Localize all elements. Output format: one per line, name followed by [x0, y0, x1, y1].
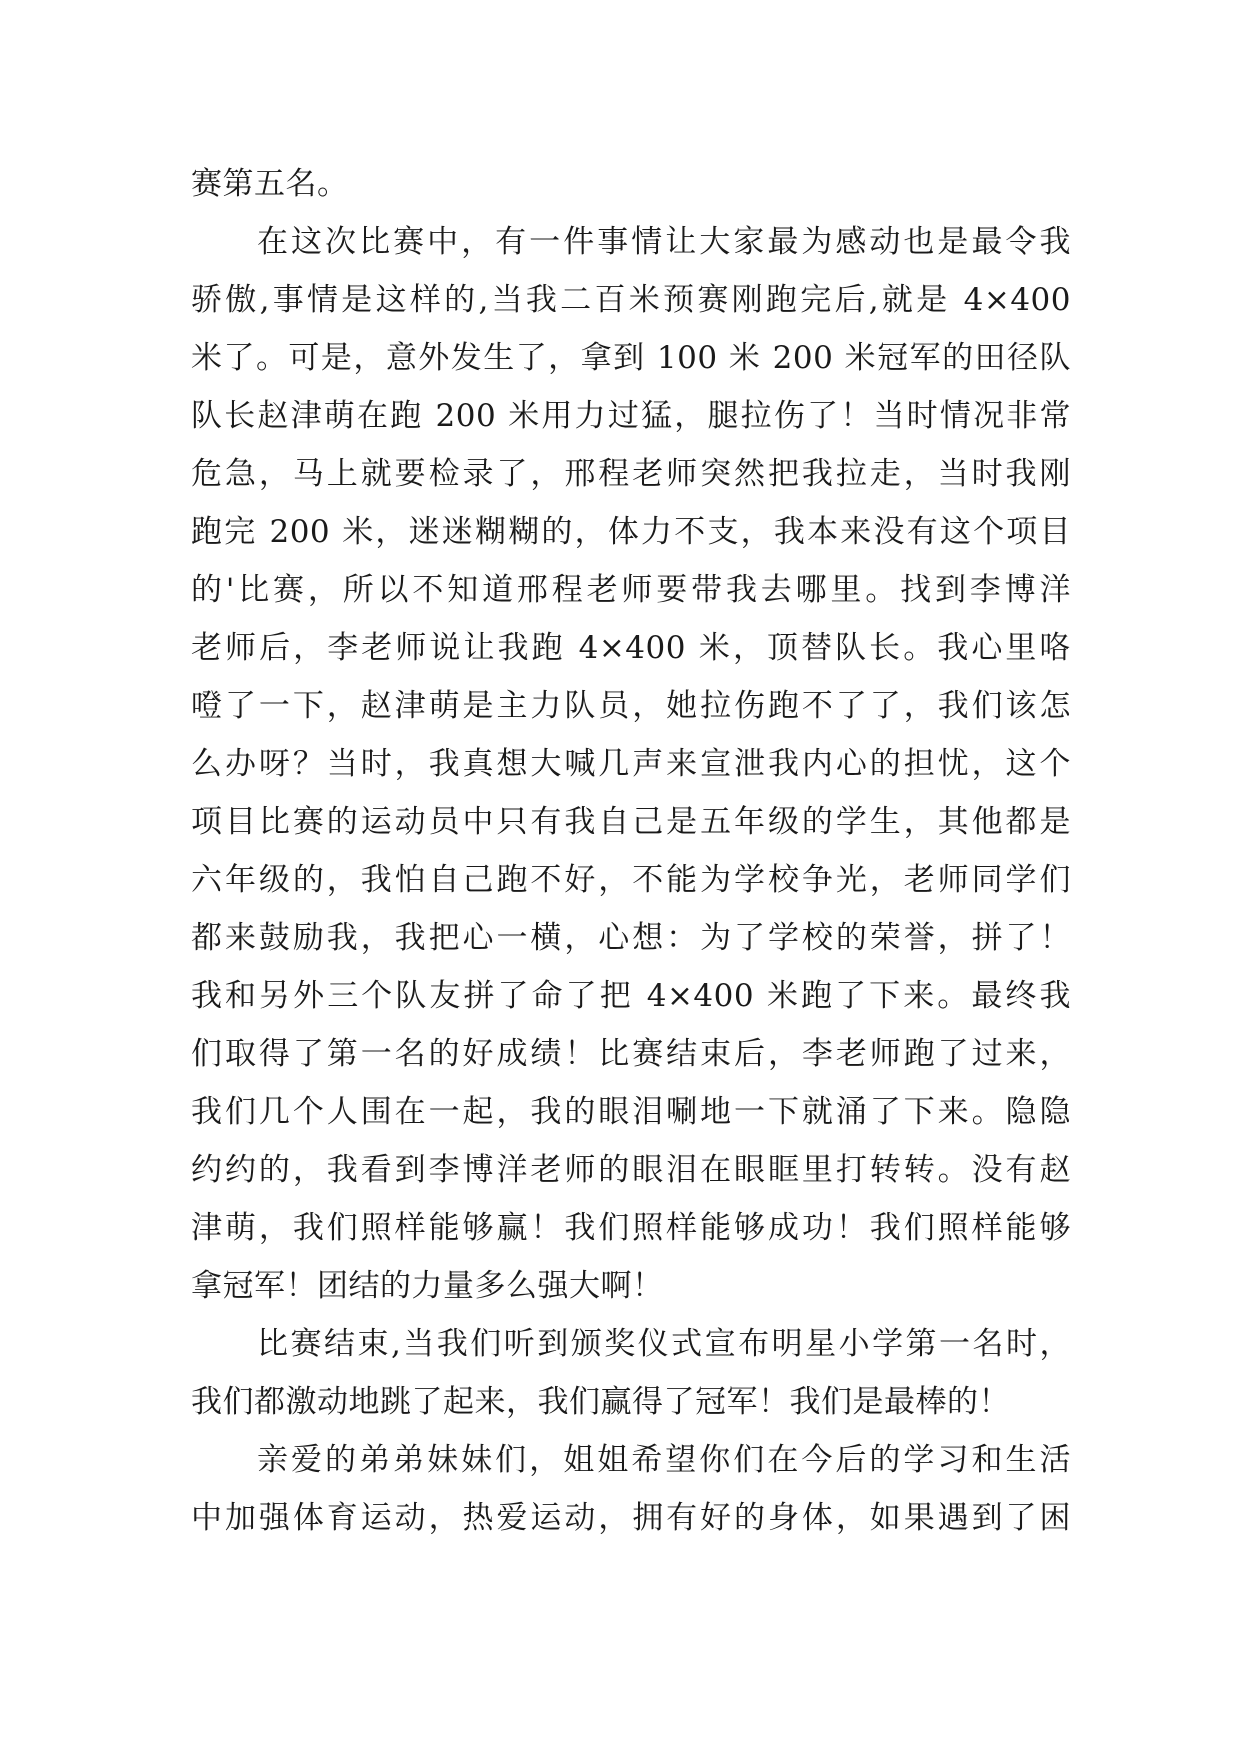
- text-line: 项目比赛的运动员中只有我自己是五年级的学生，其他都是: [191, 804, 1071, 840]
- text-line: 约约的，我看到李博洋老师的眼泪在眼眶里打转转。没有赵: [191, 1152, 1071, 1188]
- text-line: 赛第五名。: [191, 166, 349, 202]
- text-line: 们取得了第一名的好成绩！比赛结束后，李老师跑了过来，: [191, 1036, 1071, 1072]
- text-line: 津萌，我们照样能够赢！我们照样能够成功！我们照样能够: [191, 1210, 1071, 1246]
- text-line: 么办呀？当时，我真想大喊几声来宣泄我内心的担忧，这个: [191, 746, 1071, 782]
- text-line: 中加强体育运动，热爱运动，拥有好的身体，如果遇到了困: [191, 1500, 1071, 1536]
- text-line: 我和另外三个队友拼了命了把 4×400 米跑了下来。最终我: [191, 978, 1071, 1014]
- text-line: 跑完 200 米，迷迷糊糊的，体力不支，我本来没有这个项目: [191, 514, 1071, 550]
- text-line: 都来鼓励我，我把心一横，心想：为了学校的荣誉，拼了！: [191, 920, 1071, 956]
- paragraph-first-line: 在这次比赛中，有一件事情让大家最为感动也是最令我: [257, 224, 1071, 260]
- text-line: 噔了一下，赵津萌是主力队员，她拉伤跑不了了，我们该怎: [191, 688, 1071, 724]
- body-text: [191, 155, 1071, 1547]
- text-line: 的'比赛，所以不知道邢程老师要带我去哪里。找到李博洋: [191, 572, 1071, 608]
- text-line: 危急，马上就要检录了，邢程老师突然把我拉走，当时我刚: [191, 456, 1071, 492]
- text-line: 米了。可是，意外发生了，拿到 100 米 200 米冠军的田径队: [191, 340, 1071, 376]
- paragraph-first-line: 比赛结束,当我们听到颁奖仪式宣布明星小学第一名时，: [257, 1326, 1071, 1362]
- paragraph-first-line: 亲爱的弟弟妹妹们，姐姐希望你们在今后的学习和生活: [257, 1442, 1071, 1478]
- text-line: 队长赵津萌在跑 200 米用力过猛，腿拉伤了！当时情况非常: [191, 398, 1071, 434]
- text-line: 我们几个人围在一起，我的眼泪唰地一下就涌了下来。隐隐: [191, 1094, 1071, 1130]
- text-line: 六年级的，我怕自己跑不好，不能为学校争光，老师同学们: [191, 862, 1071, 898]
- text-line: 我们都激动地跳了起来，我们赢得了冠军！我们是最棒的！: [191, 1384, 1010, 1420]
- text-line: 老师后，李老师说让我跑 4×400 米，顶替队长。我心里咯: [191, 630, 1071, 666]
- text-line: 骄傲,事情是这样的,当我二百米预赛刚跑完后,就是 4×400: [191, 282, 1071, 318]
- text-line: 拿冠军！团结的力量多么强大啊！: [191, 1268, 664, 1304]
